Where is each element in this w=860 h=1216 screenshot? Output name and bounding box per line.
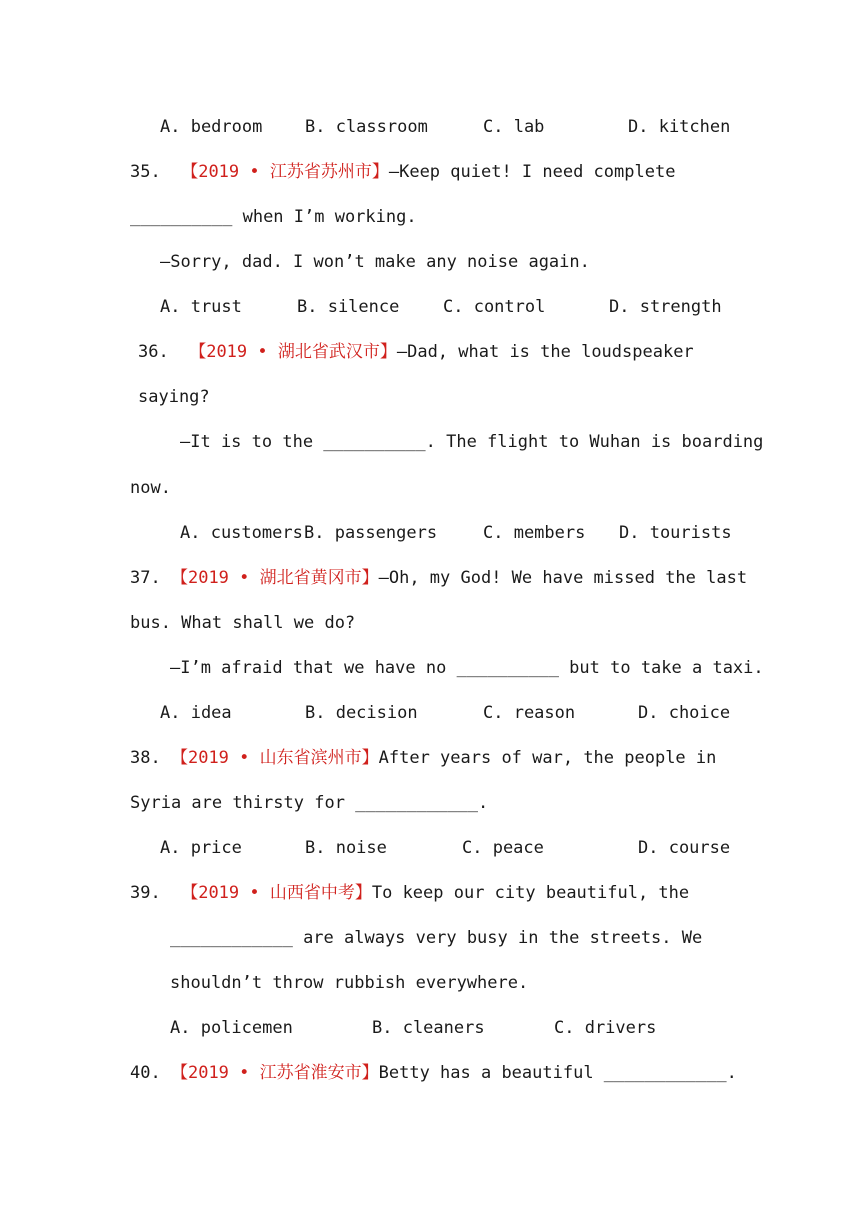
q39-text-1: To keep our city beautiful, the xyxy=(371,883,690,903)
q35-line-1 xyxy=(130,161,675,183)
q34-option-a: A. bedroom xyxy=(160,117,263,137)
q38-option-d: D. course xyxy=(638,838,731,858)
q38-option-b: B. noise xyxy=(305,838,387,858)
q36-option-d: D. tourists xyxy=(619,523,732,543)
q35-text-1: —Keep quiet! I need complete xyxy=(388,162,676,182)
q40-blank: ____________ xyxy=(603,1063,727,1083)
q36-text-1: —Dad, what is the loudspeaker xyxy=(396,342,694,362)
q36-line-3 xyxy=(180,431,763,453)
q39-line-1 xyxy=(130,882,689,904)
q36-text-3a: —It is to the xyxy=(180,432,324,452)
q39-text-2: are always very busy in the streets. We xyxy=(292,928,703,948)
q39-source: 【2019 • 山西省中考】 xyxy=(181,883,372,903)
q38-blank: ____________ xyxy=(355,793,478,813)
q40-text-1: Betty has a beautiful xyxy=(378,1063,604,1083)
q37-option-b: B. decision xyxy=(305,703,418,723)
q35-number: 35. xyxy=(130,162,161,182)
q35-blank: __________ xyxy=(130,207,233,227)
q37-line-3 xyxy=(170,657,764,679)
q40-source: 【2019 • 江苏省淮安市】 xyxy=(170,1063,379,1083)
q37-blank: __________ xyxy=(456,658,559,678)
q37-line-1 xyxy=(130,567,747,589)
q38-option-a: A. price xyxy=(160,838,242,858)
q37-number: 37. xyxy=(130,568,161,588)
q36-option-a: A. customers xyxy=(180,523,303,543)
q35-source: 【2019 • 江苏省苏州市】 xyxy=(181,162,389,182)
q35-line-3: —Sorry, dad. I won’t make any noise again. xyxy=(160,252,590,272)
q35-option-b: B. silence xyxy=(297,297,400,317)
q36-line-1 xyxy=(138,341,694,363)
q37-text-3a: —I’m afraid that we have no xyxy=(170,658,457,678)
q37-option-c: C. reason xyxy=(483,703,576,723)
q38-line-1 xyxy=(130,747,716,769)
q37-line-2: bus. What shall we do? xyxy=(130,613,356,633)
q39-number: 39. xyxy=(130,883,161,903)
q36-line-4: now. xyxy=(130,478,171,498)
q38-text-1: After years of war, the people in xyxy=(378,748,717,768)
q38-option-c: C. peace xyxy=(462,838,544,858)
q35-text-2: when I’m working. xyxy=(232,207,417,227)
q34-option-b: B. classroom xyxy=(305,117,428,137)
q40-text-1b: . xyxy=(726,1063,737,1083)
q35-line-2 xyxy=(130,206,417,228)
q38-source: 【2019 • 山东省滨州市】 xyxy=(170,748,379,768)
q38-number: 38. xyxy=(130,748,161,768)
q40-number: 40. xyxy=(130,1063,161,1083)
q35-option-a: A. trust xyxy=(160,297,242,317)
q36-line-2: saying? xyxy=(138,387,210,407)
q40-line-1 xyxy=(130,1062,737,1084)
q39-line-3: shouldn’t throw rubbish everywhere. xyxy=(170,973,529,993)
q36-blank: __________ xyxy=(323,432,426,452)
q37-source: 【2019 • 湖北省黄冈市】 xyxy=(170,568,379,588)
q35-option-d: D. strength xyxy=(609,297,722,317)
q38-text-2b: . xyxy=(478,793,489,813)
q35-option-c: C. control xyxy=(443,297,546,317)
q36-text-3b: . The flight to Wuhan is boarding xyxy=(425,432,764,452)
q38-text-2a: Syria are thirsty for xyxy=(130,793,356,813)
q39-option-a: A. policemen xyxy=(170,1018,293,1038)
q36-number: 36. xyxy=(138,342,169,362)
q37-option-a: A. idea xyxy=(160,703,232,723)
q39-option-b: B. cleaners xyxy=(372,1018,485,1038)
q39-option-c: C. drivers xyxy=(554,1018,657,1038)
q39-line-2 xyxy=(170,927,702,949)
q37-text-1: —Oh, my God! We have missed the last xyxy=(378,568,748,588)
q36-source: 【2019 • 湖北省武汉市】 xyxy=(189,342,397,362)
q37-text-3b: but to take a taxi. xyxy=(558,658,764,678)
q34-option-d: D. kitchen xyxy=(628,117,731,137)
q36-option-c: C. members xyxy=(483,523,586,543)
q37-option-d: D. choice xyxy=(638,703,731,723)
q34-option-c: C. lab xyxy=(483,117,545,137)
q38-line-2 xyxy=(130,792,488,814)
q39-blank: ____________ xyxy=(170,928,293,948)
q36-option-b: B. passengers xyxy=(304,523,438,543)
